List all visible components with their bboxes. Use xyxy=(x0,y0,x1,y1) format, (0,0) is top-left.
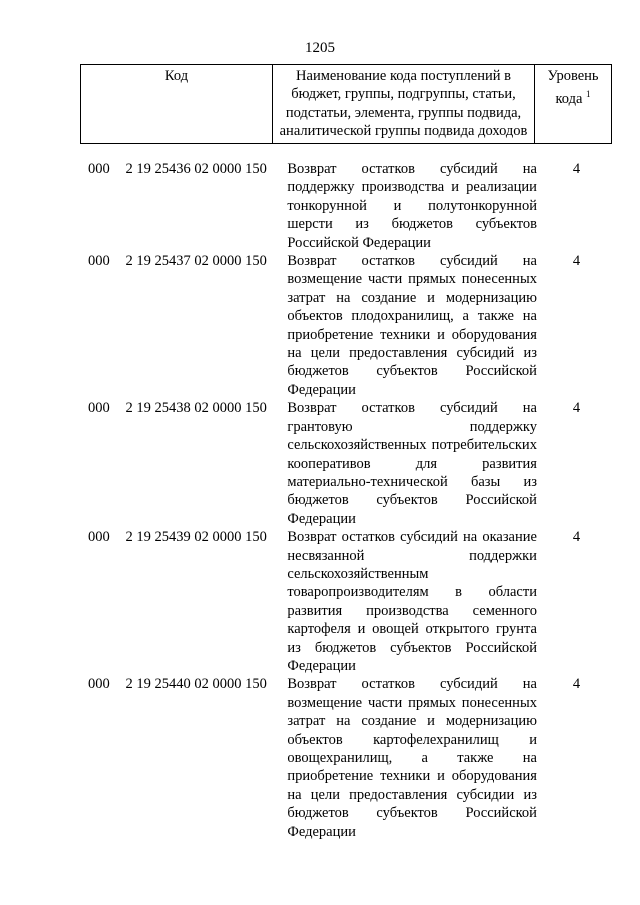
table-row xyxy=(80,399,611,528)
table-row xyxy=(80,675,611,841)
code-level: 4 xyxy=(572,400,581,417)
code-level: 4 xyxy=(572,161,581,177)
income-code: 2 19 25436 02 0000 150 xyxy=(125,161,267,177)
admin-code: 000 xyxy=(88,676,110,693)
table-row xyxy=(80,252,611,399)
income-name: Возврат остатков субсидий на поддержку производства и реализации тонкорунной и полутонкорунной шерсти из бюджетов субъектов Российской Федерации xyxy=(287,161,537,251)
page-number: 1205 xyxy=(305,40,335,56)
header-level xyxy=(535,65,612,144)
income-name: Возврат остатков субсидий на возмещение части прямых понесенных затрат на создание и модернизацию объектов плодохранилищ, а также на приобретение техники и оборудования на цели предоставления субсидий из бюджетов субъектов Российской Федерации xyxy=(287,253,537,398)
header-name-label: Наименование кода поступлений в бюджет, группы, подгруппы, статьи, подстатьи, элемента, группы подвида, аналитической группы подвида доходов xyxy=(279,68,528,140)
header-row xyxy=(81,65,612,144)
table-row xyxy=(80,160,611,252)
table-body xyxy=(80,160,611,841)
table-header xyxy=(80,64,612,144)
admin-code: 000 xyxy=(88,253,110,270)
header-level-footnote: 1 xyxy=(586,89,591,100)
table-row xyxy=(80,528,611,675)
income-name: Возврат остатков субсидий на возмещение части прямых понесенных затрат на создание и модернизацию объектов картофелехранилищ и овощехранилищ, а также на приобретение техники и оборудования на цели предоставления субсидии из бюджетов субъектов Российской Федерации xyxy=(287,676,537,840)
admin-code: 000 xyxy=(88,400,110,417)
admin-code: 000 xyxy=(88,529,110,546)
income-name: Возврат остатков субсидий на оказание несвязанной поддержки сельскохозяйственным товаропроизводителям в области развития производства семенного картофеля и овощей открытого грунта из бюджетов субъектов Российской Федерации xyxy=(287,529,537,674)
header-name xyxy=(273,65,535,144)
income-code: 2 19 25440 02 0000 150 xyxy=(125,676,267,693)
code-level: 4 xyxy=(572,529,581,546)
income-code: 2 19 25437 02 0000 150 xyxy=(125,253,267,270)
code-level: 4 xyxy=(572,253,581,270)
header-code xyxy=(81,65,273,144)
code-level: 4 xyxy=(572,676,581,693)
income-code: 2 19 25438 02 0000 150 xyxy=(125,400,267,417)
income-name: Возврат остатков субсидий на грантовую поддержку сельскохозяйственных потребительских кооперативов для развития материально-технической базы из бюджетов субъектов Российской Федерации xyxy=(287,400,537,527)
header-code-label: Код xyxy=(164,68,189,84)
header-level-label: Уровень кода xyxy=(547,68,599,108)
income-code: 2 19 25439 02 0000 150 xyxy=(125,529,267,546)
admin-code: 000 xyxy=(88,161,110,177)
